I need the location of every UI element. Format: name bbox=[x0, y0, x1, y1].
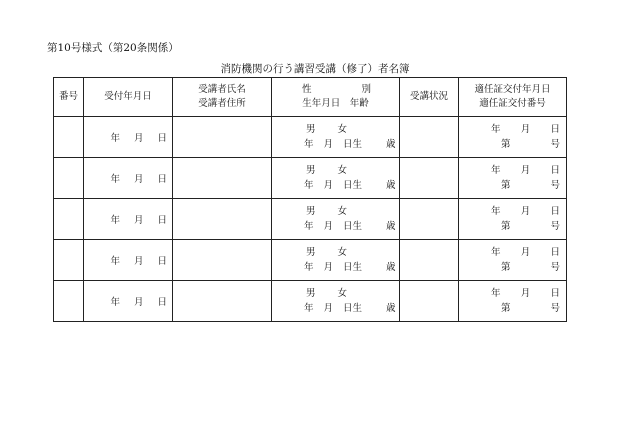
register-table bbox=[53, 77, 567, 322]
cert-year-label: 年 bbox=[491, 288, 501, 299]
header-cert-date: 適任証交付年月日 bbox=[474, 84, 551, 95]
month-label: 月 bbox=[133, 297, 144, 308]
birth-year-label: 年 bbox=[304, 221, 314, 232]
birth-day-label: 日生 bbox=[343, 180, 363, 191]
cert-month-label: 月 bbox=[520, 124, 531, 135]
year-label: 年 bbox=[110, 133, 120, 144]
cert-year-label: 年 bbox=[491, 247, 501, 258]
month-label: 月 bbox=[133, 174, 144, 185]
cert-day-label: 日 bbox=[550, 247, 560, 258]
table-row bbox=[54, 158, 567, 199]
cell-sex-birth[interactable] bbox=[272, 240, 400, 281]
cert-day-label: 日 bbox=[550, 288, 560, 299]
header-birth-age: 生年月日 年齢 bbox=[302, 98, 369, 109]
female-label: 女 bbox=[337, 124, 348, 135]
cert-dai-label: 第 bbox=[501, 262, 511, 273]
cell-status[interactable] bbox=[400, 281, 459, 322]
header-number: 番号 bbox=[54, 78, 84, 117]
female-label: 女 bbox=[337, 206, 348, 217]
birth-year-label: 年 bbox=[304, 262, 314, 273]
cell-number[interactable] bbox=[54, 158, 84, 199]
age-unit-label: 歳 bbox=[386, 303, 396, 314]
cert-month-label: 月 bbox=[520, 206, 531, 217]
cell-reception-date[interactable] bbox=[84, 158, 173, 199]
cell-name-address[interactable] bbox=[173, 240, 272, 281]
cert-year-label: 年 bbox=[491, 124, 501, 135]
cell-sex-birth[interactable] bbox=[272, 281, 400, 322]
male-label: 男 bbox=[306, 124, 316, 135]
birth-year-label: 年 bbox=[304, 139, 314, 150]
cell-status[interactable] bbox=[400, 117, 459, 158]
table-row bbox=[54, 117, 567, 158]
cell-name-address[interactable] bbox=[173, 199, 272, 240]
header-certificate bbox=[459, 78, 567, 117]
form-number: 第10号様式（第20条関係） bbox=[47, 42, 179, 54]
birth-month-label: 月 bbox=[323, 303, 334, 314]
day-label: 日 bbox=[157, 297, 167, 308]
year-label: 年 bbox=[110, 215, 120, 226]
cell-name-address[interactable] bbox=[173, 158, 272, 199]
cert-day-label: 日 bbox=[550, 206, 560, 217]
cell-name-address[interactable] bbox=[173, 117, 272, 158]
day-label: 日 bbox=[157, 256, 167, 267]
birth-month-label: 月 bbox=[323, 139, 334, 150]
cert-gou-label: 号 bbox=[550, 262, 560, 273]
header-cert-number: 適任証交付番号 bbox=[479, 98, 546, 109]
cell-certificate[interactable] bbox=[459, 240, 567, 281]
year-label: 年 bbox=[110, 297, 120, 308]
cell-status[interactable] bbox=[400, 199, 459, 240]
cell-sex-birth[interactable] bbox=[272, 117, 400, 158]
female-label: 女 bbox=[337, 247, 348, 258]
cell-certificate[interactable] bbox=[459, 158, 567, 199]
cell-status[interactable] bbox=[400, 158, 459, 199]
header-status: 受講状況 bbox=[400, 78, 459, 117]
cell-number[interactable] bbox=[54, 240, 84, 281]
cert-dai-label: 第 bbox=[501, 180, 511, 191]
female-label: 女 bbox=[337, 288, 348, 299]
male-label: 男 bbox=[306, 288, 316, 299]
day-label: 日 bbox=[157, 215, 167, 226]
cell-name-address[interactable] bbox=[173, 281, 272, 322]
age-unit-label: 歳 bbox=[386, 262, 396, 273]
cert-month-label: 月 bbox=[520, 247, 531, 258]
age-unit-label: 歳 bbox=[386, 139, 396, 150]
male-label: 男 bbox=[306, 206, 316, 217]
cell-number[interactable] bbox=[54, 281, 84, 322]
month-label: 月 bbox=[133, 256, 144, 267]
cert-month-label: 月 bbox=[520, 288, 531, 299]
cell-reception-date[interactable] bbox=[84, 199, 173, 240]
cert-month-label: 月 bbox=[520, 165, 531, 176]
header-sex: 性 別 bbox=[302, 84, 371, 95]
cert-dai-label: 第 bbox=[501, 221, 511, 232]
cert-day-label: 日 bbox=[550, 165, 560, 176]
birth-month-label: 月 bbox=[323, 180, 334, 191]
male-label: 男 bbox=[306, 247, 316, 258]
birth-day-label: 日生 bbox=[343, 139, 363, 150]
header-address: 受講者住所 bbox=[198, 98, 246, 109]
birth-month-label: 月 bbox=[323, 262, 334, 273]
month-label: 月 bbox=[133, 133, 144, 144]
year-label: 年 bbox=[110, 174, 120, 185]
cell-certificate[interactable] bbox=[459, 199, 567, 240]
document-title: 消防機関の行う講習受講（修了）者名簿 bbox=[220, 63, 410, 75]
cell-number[interactable] bbox=[54, 199, 84, 240]
cell-status[interactable] bbox=[400, 240, 459, 281]
birth-day-label: 日生 bbox=[343, 221, 363, 232]
cert-year-label: 年 bbox=[491, 165, 501, 176]
cell-sex-birth[interactable] bbox=[272, 158, 400, 199]
cell-reception-date[interactable] bbox=[84, 240, 173, 281]
birth-year-label: 年 bbox=[304, 303, 314, 314]
table-row bbox=[54, 281, 567, 322]
header-row bbox=[54, 78, 567, 117]
age-unit-label: 歳 bbox=[386, 221, 396, 232]
cell-reception-date[interactable] bbox=[84, 281, 173, 322]
cell-certificate[interactable] bbox=[459, 117, 567, 158]
birth-day-label: 日生 bbox=[343, 262, 363, 273]
cell-number[interactable] bbox=[54, 117, 84, 158]
cell-reception-date[interactable] bbox=[84, 117, 173, 158]
cert-gou-label: 号 bbox=[550, 139, 560, 150]
year-label: 年 bbox=[110, 256, 120, 267]
age-unit-label: 歳 bbox=[386, 180, 396, 191]
birth-day-label: 日生 bbox=[343, 303, 363, 314]
header-reception-date: 受付年月日 bbox=[84, 78, 173, 117]
cert-gou-label: 号 bbox=[550, 221, 560, 232]
birth-month-label: 月 bbox=[323, 221, 334, 232]
female-label: 女 bbox=[337, 165, 348, 176]
table-row bbox=[54, 199, 567, 240]
cert-day-label: 日 bbox=[550, 124, 560, 135]
male-label: 男 bbox=[306, 165, 316, 176]
cert-dai-label: 第 bbox=[501, 139, 511, 150]
cert-gou-label: 号 bbox=[550, 180, 560, 191]
month-label: 月 bbox=[133, 215, 144, 226]
header-name: 受講者氏名 bbox=[198, 84, 246, 95]
cert-dai-label: 第 bbox=[501, 303, 511, 314]
birth-year-label: 年 bbox=[304, 180, 314, 191]
header-name-address bbox=[173, 78, 272, 117]
cert-year-label: 年 bbox=[491, 206, 501, 217]
day-label: 日 bbox=[157, 174, 167, 185]
header-sex-birth bbox=[272, 78, 400, 117]
cell-sex-birth[interactable] bbox=[272, 199, 400, 240]
cell-certificate[interactable] bbox=[459, 281, 567, 322]
cert-gou-label: 号 bbox=[550, 303, 560, 314]
day-label: 日 bbox=[157, 133, 167, 144]
table-row bbox=[54, 240, 567, 281]
